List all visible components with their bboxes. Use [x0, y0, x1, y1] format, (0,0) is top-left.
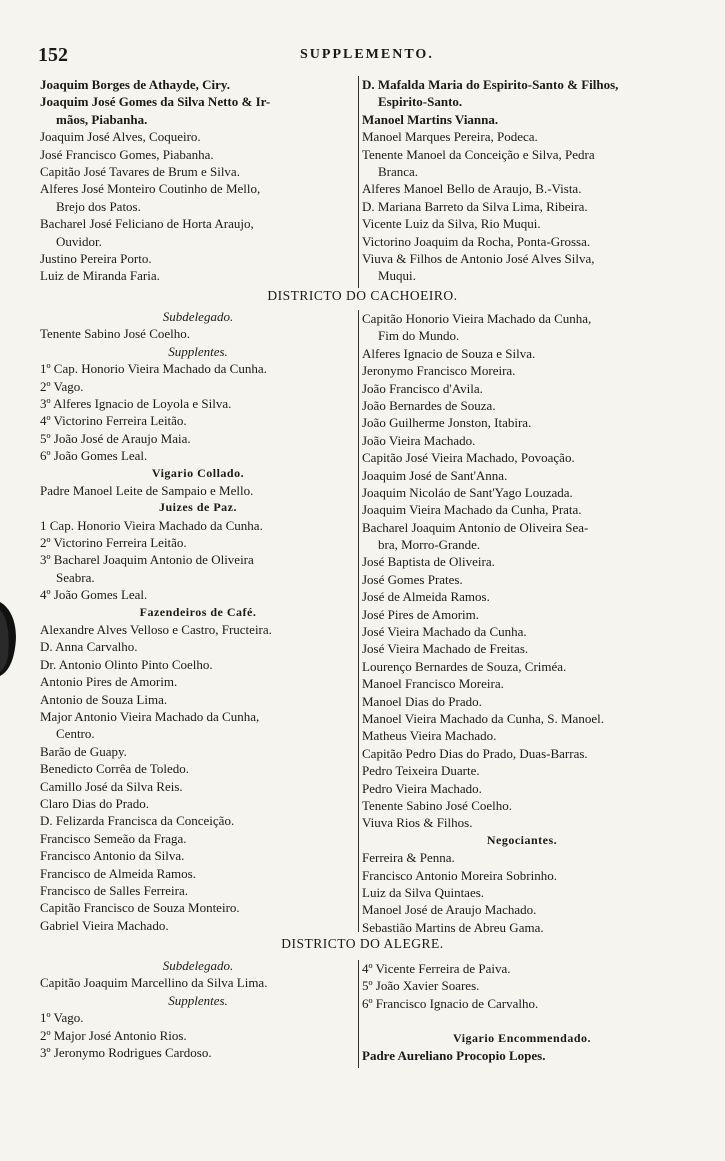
entry-line: Barão de Guapy.	[40, 743, 127, 759]
entry-line: Joaquim Borges de Athayde, Ciry.	[40, 77, 230, 92]
entry-line: Antonio de Souza Lima.	[40, 691, 168, 707]
entry-line: 5º João José de Araujo Maia.	[40, 430, 191, 446]
entry-line: 6º Francisco Ignacio de Carvalho.	[362, 995, 539, 1011]
entry-line: Seabra.	[56, 569, 95, 585]
page-edge-smudge	[0, 596, 20, 678]
entry-line: Jeronymo Francisco Moreira.	[362, 363, 516, 379]
entry-line: Alferes Ignacio de Souza e Silva.	[362, 345, 536, 361]
entry-line: Tenente Manoel da Conceição e Silva, Pedra	[362, 146, 595, 162]
entry-line: Padre Manoel Leite de Sampaio e Mello.	[40, 482, 254, 498]
entry-line: Subdelegado.	[162, 958, 234, 973]
entry-line: Francisco Semeão da Fraga.	[40, 830, 187, 846]
entry-line: Muqui.	[378, 268, 416, 284]
entry-line: Vicente Luiz da Silva, Rio Muqui.	[362, 216, 541, 232]
entry-line: Supplentes.	[168, 343, 228, 359]
alegre-left-column	[40, 957, 356, 1061]
section-title-alegre: DISTRICTO DO ALEGRE.	[281, 936, 444, 951]
entry-line: Francisco Antonio da Silva.	[40, 848, 185, 864]
entry-line: José Pires de Amorim.	[362, 606, 479, 622]
entry-line: Ouvidor.	[56, 233, 102, 249]
entry-line: Joaquim José Alves, Coqueiro.	[40, 129, 201, 145]
entry-line: Manoel Dias do Prado.	[362, 693, 482, 709]
entry-line: Capitão Honorio Vieira Machado da Cunha,	[362, 311, 592, 326]
entry-line: Capitão José Tavares de Brum e Silva.	[40, 163, 240, 179]
column-divider	[358, 76, 359, 288]
entry-line: Supplentes.	[168, 992, 228, 1008]
entry-line: Espirito-Santo.	[378, 94, 463, 110]
entry-line: Victorino Joaquim da Rocha, Ponta-Grossa.	[362, 233, 591, 249]
entry-line: Pedro Teixeira Duarte.	[362, 763, 480, 779]
entry-line: Capitão Francisco de Souza Monteiro.	[40, 900, 240, 916]
entry-line: D. Felizarda Francisca da Conceição.	[40, 813, 235, 829]
entry-line: Benedicto Corrêa de Toledo.	[40, 761, 190, 777]
entry-line: Justino Pereira Porto.	[40, 250, 152, 266]
entry-line: Vigario Encommendado.	[452, 1030, 592, 1045]
entry-line: 1º Cap. Honorio Vieira Machado da Cunha.	[40, 361, 267, 377]
entry-line: 3º Jeronymo Rodrigues Cardoso.	[40, 1044, 212, 1060]
entry-line: bra, Morro-Grande.	[378, 537, 481, 553]
entry-line: Tenente Sabino José Coelho.	[40, 326, 191, 342]
entry-line: José Baptista de Oliveira.	[362, 554, 495, 570]
entry-line: Luiz de Miranda Faria.	[40, 268, 160, 284]
entry-line: Alexandre Alves Velloso e Castro, Fructeira.	[40, 622, 272, 638]
entry-line: Pedro Vieira Machado.	[362, 780, 482, 796]
entry-line: José Vieira Machado de Freitas.	[362, 641, 529, 657]
top-left-column	[40, 76, 356, 285]
entry-line: Centro.	[56, 726, 95, 742]
entry-line: Alferes Manoel Bello de Araujo, B.-Vista.	[362, 181, 582, 197]
entry-line: Capitão Joaquim Marcellino da Silva Lima.	[40, 975, 268, 991]
entry-line: Vigario Collado.	[151, 465, 245, 480]
column-divider	[358, 960, 359, 1068]
entry-line: Joaquim Vieira Machado da Cunha, Prata.	[362, 502, 582, 518]
entry-line: João Francisco d'Avila.	[362, 380, 483, 396]
entry-line: José de Almeida Ramos.	[362, 589, 490, 605]
entry-line: Joaquim Nicoláo de Sant'Yago Louzada.	[362, 484, 573, 500]
running-title: SUPPLEMENTO.	[300, 47, 434, 62]
entry-line: Manoel Marques Pereira, Podeca.	[362, 129, 538, 145]
section-title-cachoeiro: DISTRICTO DO CACHOEIRO.	[267, 288, 458, 303]
entry-line: Negociantes.	[486, 832, 558, 847]
entry-line: Capitão Pedro Dias do Prado, Duas-Barras.	[362, 745, 588, 761]
entry-line: Dr. Antonio Olinto Pinto Coelho.	[40, 656, 213, 672]
entry-line: Brejo dos Patos.	[56, 198, 141, 214]
cachoeiro-right-column	[362, 310, 682, 936]
alegre-right-column	[362, 960, 682, 1064]
entry-line: Major Antonio Vieira Machado da Cunha,	[40, 708, 260, 724]
entry-line: 1 Cap. Honorio Vieira Machado da Cunha.	[40, 517, 263, 533]
entry-line: Antonio Pires de Amorim.	[40, 674, 178, 690]
entry-line: Luiz da Silva Quintaes.	[362, 884, 485, 900]
page-number: 152	[38, 44, 68, 66]
entry-line: Manoel Vieira Machado da Cunha, S. Manoel.	[362, 710, 604, 726]
entry-line: José Francisco Gomes, Piabanha.	[40, 146, 214, 162]
entry-line: Matheus Vieira Machado.	[362, 728, 497, 744]
entry-line: 4º João Gomes Leal.	[40, 587, 148, 603]
entry-line: D. Mariana Barreto da Silva Lima, Ribeira.	[362, 198, 588, 214]
entry-line: 2º Victorino Ferreira Leitão.	[40, 535, 187, 551]
entry-line: Francisco de Almeida Ramos.	[40, 865, 196, 881]
entry-line: Sebastião Martins de Abreu Gama.	[362, 919, 544, 935]
entry-line: Padre Aureliano Procopio Lopes.	[362, 1047, 546, 1063]
entry-line: Capitão José Vieira Machado, Povoação.	[362, 450, 575, 466]
entry-line: 2º Major José Antonio Rios.	[40, 1027, 187, 1043]
entry-line: Ferreira & Penna.	[362, 850, 455, 866]
entry-line: 5º João Xavier Soares.	[362, 978, 480, 994]
entry-line: Viuva & Filhos de Antonio José Alves Silva,	[362, 250, 595, 266]
entry-line: Francisco Antonio Moreira Sobrinho.	[362, 867, 557, 883]
entry-line: Branca.	[378, 163, 419, 179]
entry-line: João Guilherme Jonston, Itabira.	[362, 415, 532, 431]
entry-line: Claro Dias do Prado.	[40, 795, 150, 811]
entry-line: 4º Vicente Ferreira de Paiva.	[362, 961, 511, 976]
entry-line: 2º Vago.	[40, 378, 84, 394]
entry-line: Gabriel Vieira Machado.	[40, 917, 169, 933]
entry-line: Bacharel Joaquim Antonio de Oliveira Sea-	[362, 519, 589, 535]
entry-line: Manoel Martins Vianna.	[362, 111, 499, 127]
entry-line: Joaquim José Gomes da Silva Netto & Ir-	[40, 94, 271, 110]
entry-line: José Gomes Prates.	[362, 571, 463, 587]
entry-line: Subdelegado.	[162, 309, 234, 324]
entry-line: Bacharel José Feliciano de Horta Araujo,	[40, 216, 254, 232]
entry-line: Viuva Rios & Filhos.	[362, 815, 473, 831]
entry-line	[362, 1012, 682, 1029]
entry-line: D. Mafalda Maria do Espirito-Santo & Filhos,	[362, 77, 619, 92]
entry-line: 6º João Gomes Leal.	[40, 448, 148, 464]
top-right-column	[362, 76, 682, 285]
entry-line: Fazendeiros de Café.	[139, 604, 257, 619]
entry-line: mãos, Piabanha.	[56, 111, 148, 127]
entry-line: 1º Vago.	[40, 1010, 84, 1026]
entry-line: 3º Alferes Ignacio de Loyola e Silva.	[40, 395, 232, 411]
entry-line: José Vieira Machado da Cunha.	[362, 624, 527, 640]
cachoeiro-left-column	[40, 308, 356, 934]
entry-line: Camillo José da Silva Reis.	[40, 778, 183, 794]
entry-line: 4º Victorino Ferreira Leitão.	[40, 413, 187, 429]
entry-line: João Vieira Machado.	[362, 432, 476, 448]
entry-line: João Bernardes de Souza.	[362, 397, 496, 413]
column-divider	[358, 310, 359, 932]
entry-line: Joaquim José de Sant'Anna.	[362, 467, 508, 483]
entry-line: Francisco de Salles Ferreira.	[40, 882, 189, 898]
entry-line: Juizes de Paz.	[159, 500, 237, 515]
entry-line: Alferes José Monteiro Coutinho de Mello,	[40, 181, 261, 197]
page-header	[38, 44, 718, 68]
entry-line: Tenente Sabino José Coelho.	[362, 797, 513, 813]
entry-line: Manoel Francisco Moreira.	[362, 676, 504, 692]
entry-line: Manoel José de Araujo Machado.	[362, 902, 537, 918]
entry-line: Lourenço Bernardes de Souza, Criméa.	[362, 658, 567, 674]
entry-line: Fim do Mundo.	[378, 328, 460, 344]
entry-line: 3º Bacharel Joaquim Antonio de Oliveira	[40, 552, 254, 568]
entry-line: D. Anna Carvalho.	[40, 639, 138, 655]
